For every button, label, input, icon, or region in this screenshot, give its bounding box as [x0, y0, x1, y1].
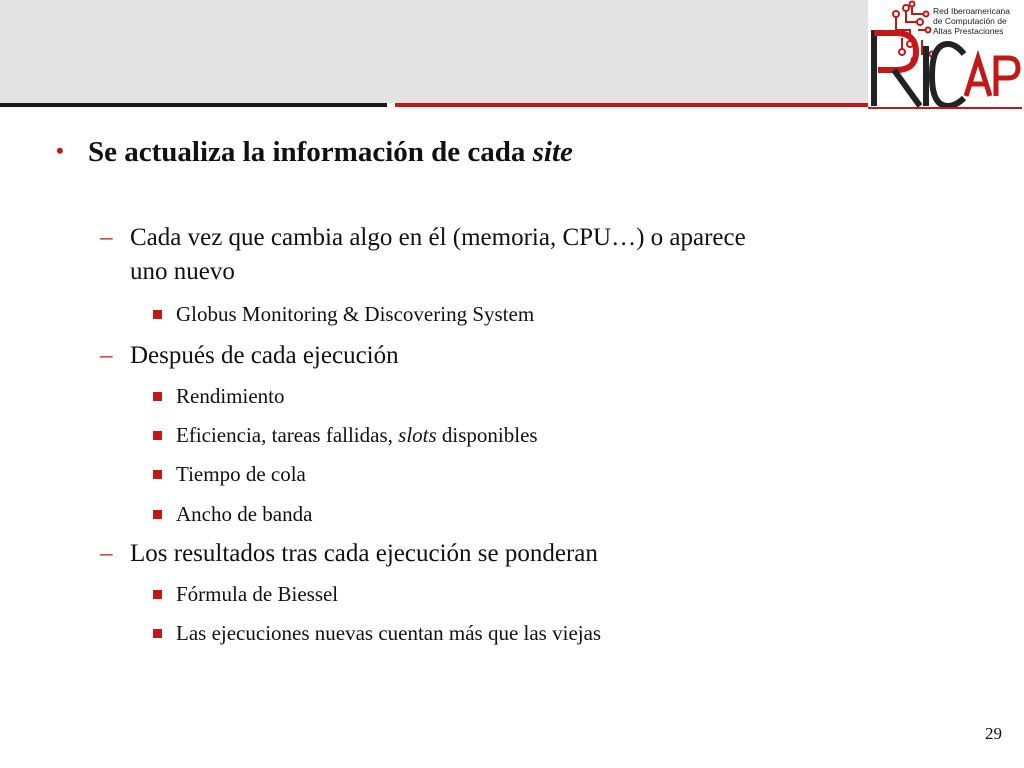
sub-item-text: Los resultados tras cada ejecución se ponderan: [130, 540, 598, 567]
dash-marker: –: [100, 342, 113, 369]
square-marker: [153, 310, 162, 319]
main-bullet-italic: site: [532, 136, 573, 168]
detail-item-italic: slots: [398, 423, 437, 447]
square-marker: [153, 392, 162, 401]
square-marker: [153, 590, 162, 599]
sub-item-text: uno nuevo: [130, 258, 235, 285]
page-number: 29: [985, 724, 1002, 743]
detail-item-text: Globus Monitoring & Discovering System: [176, 302, 535, 326]
main-bullet-text: Se actualiza la información de cada: [88, 136, 533, 168]
detail-item: [176, 621, 601, 646]
square-marker: [153, 431, 162, 440]
dash-marker: –: [100, 224, 113, 251]
logo-caption-line: Red Iberoamericana: [933, 6, 1011, 16]
logo-caption-line: Altas Prestaciones: [933, 26, 1004, 36]
bullet-marker: •: [56, 138, 64, 163]
sub-item-text: Cada vez que cambia algo en él (memoria, CPU…) o aparece: [130, 224, 746, 251]
detail-item-text: Tiempo de cola: [176, 462, 306, 486]
detail-item-text: Las ejecuciones nuevas cuentan más que las viejas: [176, 621, 602, 645]
logo-caption-line: de Computación de: [933, 16, 1007, 26]
dash-marker: –: [100, 540, 113, 567]
main-bullet: [56, 136, 573, 169]
detail-item-text: Eficiencia, tareas fallidas,: [176, 423, 399, 447]
detail-item-text: Fórmula de Biessel: [176, 582, 339, 606]
detail-item: [176, 462, 306, 487]
sub-item-cambios-cont: [130, 258, 235, 286]
sub-item-text: Después de cada ejecución: [130, 342, 399, 369]
square-marker: [153, 470, 162, 479]
detail-item: [176, 582, 338, 607]
square-marker: [153, 510, 162, 519]
detail-item-text: disponibles: [436, 423, 538, 447]
detail-item-text: Rendimiento: [176, 384, 285, 408]
square-marker: [153, 629, 162, 638]
detail-item: [176, 423, 538, 448]
sub-item-ejecucion: [100, 342, 399, 370]
detail-item: [176, 384, 285, 409]
detail-item: [176, 302, 534, 327]
detail-item: [176, 502, 312, 527]
sub-item-cambios: [100, 224, 746, 252]
sub-item-ponderan: [100, 540, 598, 568]
detail-item-text: Ancho de banda: [176, 502, 313, 526]
